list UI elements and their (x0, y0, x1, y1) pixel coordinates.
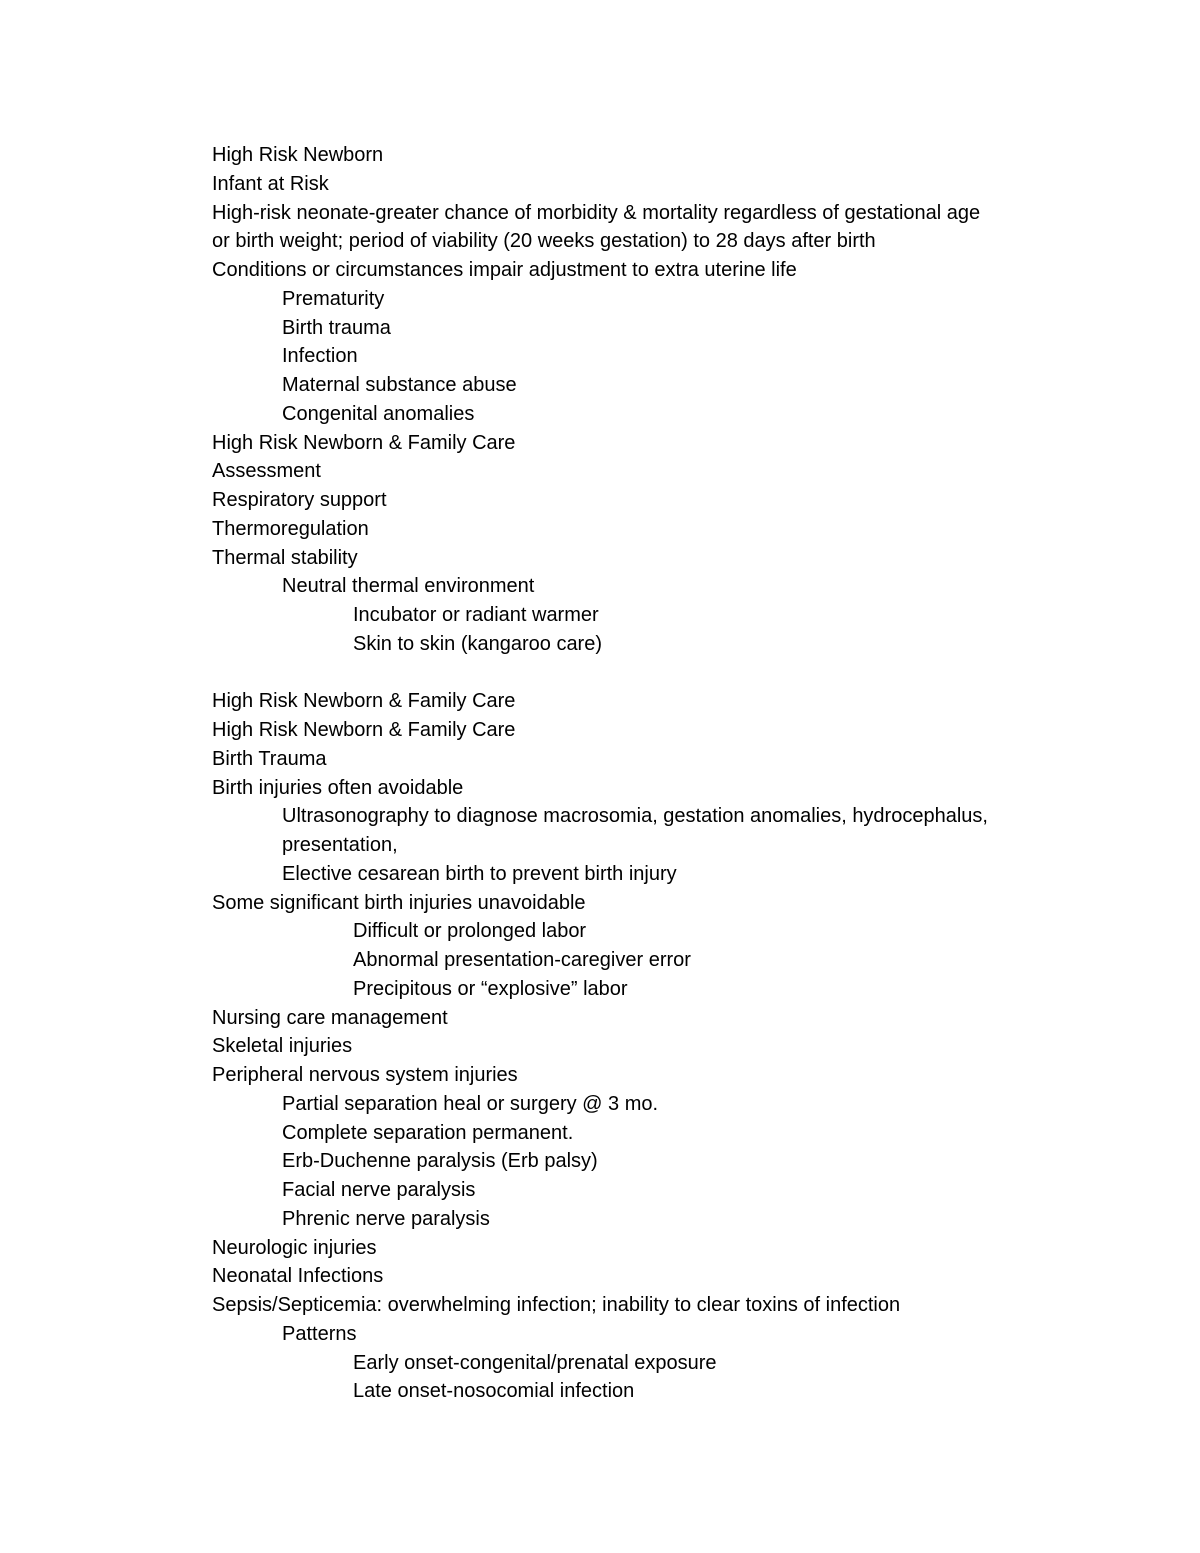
text-line: High-risk neonate-greater chance of morbidity & mortality regardless of gestational age (212, 201, 981, 224)
text-line: High Risk Newborn (212, 144, 384, 166)
text-line: Neutral thermal environment (282, 575, 535, 598)
text-line: Prematurity (282, 287, 385, 310)
text-line: Skin to skin (kangaroo care) (353, 632, 603, 655)
text-line: Skeletal injuries (212, 1035, 353, 1058)
text-line: Neonatal Infections (212, 1265, 384, 1288)
text-line: Facial nerve paralysis (282, 1179, 476, 1201)
text-line: Peripheral nervous system injuries (212, 1064, 518, 1086)
text-line: Respiratory support (212, 489, 387, 511)
text-line: High Risk Newborn & Family Care (212, 690, 516, 713)
text-line: Nursing care management (212, 1006, 448, 1029)
text-line: Ultrasonography to diagnose macrosomia, gestation anomalies, hydrocephalus, (282, 805, 988, 828)
text-line: Difficult or prolonged labor (353, 920, 587, 943)
blank-line (212, 659, 1112, 688)
text-line: Patterns (282, 1322, 357, 1345)
text-line: Neurologic injuries (212, 1236, 377, 1259)
text-line: Elective cesarean birth to prevent birth injury (282, 862, 677, 885)
text-line: presentation, (282, 834, 398, 856)
text-line: Complete separation permanent. (282, 1121, 574, 1144)
text-line: or birth weight; period of viability (20 weeks gestation) to 28 days after birth (212, 230, 876, 253)
text-line: Erb-Duchenne paralysis (Erb palsy) (282, 1150, 598, 1173)
text-line: High Risk Newborn & Family Care (212, 719, 516, 741)
text-line: Partial separation heal or surgery @ 3 mo. (282, 1092, 659, 1115)
text-line: Conditions or circumstances impair adjustment to extra uterine life (212, 259, 797, 281)
text-line: Abnormal presentation-caregiver error (353, 949, 691, 971)
text-line: Late onset-nosocomial infection (353, 1380, 635, 1403)
text-line: High Risk Newborn & Family Care (212, 431, 516, 454)
text-line: Thermal stability (212, 546, 358, 569)
text-line: Assessment (212, 460, 321, 483)
text-line: Precipitous or “explosive” labor (353, 977, 628, 1000)
text-line: Phrenic nerve paralysis (282, 1207, 490, 1230)
text-line: Birth injuries often avoidable (212, 776, 464, 799)
text-line: Sepsis/Septicemia: overwhelming infection; inability to clear toxins of infection (212, 1294, 901, 1316)
text-line: Infant at Risk (212, 172, 329, 195)
text-line: Congenital anomalies (282, 402, 475, 425)
text-line: Thermoregulation (212, 517, 369, 540)
text-line: Infection (282, 345, 358, 368)
text-line: Maternal substance abuse (282, 374, 517, 396)
document-body (212, 141, 1112, 1406)
text-line: Birth trauma (282, 316, 391, 339)
text-line: Birth Trauma (212, 747, 327, 770)
text-line: Incubator or radiant warmer (353, 604, 599, 626)
text-line: Early onset-congenital/prenatal exposure (353, 1351, 717, 1374)
text-line: Some significant birth injuries unavoidable (212, 891, 586, 914)
